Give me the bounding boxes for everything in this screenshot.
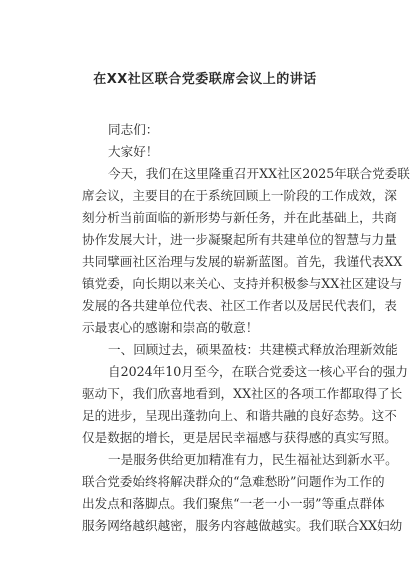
subsection-heading: 一是服务供给更加精准有力，民生福祉达到新水平。 xyxy=(108,452,398,467)
greeting: 大家好！ xyxy=(108,144,159,159)
paragraph-line: 协作发展大计，进一步凝聚起所有共建单位的智慧与力量 xyxy=(82,232,397,247)
paragraph-line: 镇党委，向长期以来关心、支持并积极参与XX社区建设与 xyxy=(82,276,403,291)
paragraph-line: 自2024年10月至今，在联合党委这一核心平台的强力 xyxy=(108,364,408,379)
salutation: 同志们： xyxy=(108,122,159,137)
paragraph-line: 发展的各共建单位代表、社区工作者以及居民代表们，表 xyxy=(82,298,397,313)
paragraph-line: 驱动下，我们欣喜地看到，XX社区的各项工作都取得了长 xyxy=(82,386,403,401)
paragraph-line: 联合党委始终将解决群众的“急难愁盼”问题作为工作的 xyxy=(82,474,385,489)
paragraph-line: 共同擘画社区治理与发展的崭新蓝图。首先，我谨代表XX xyxy=(82,254,403,269)
paragraph-line: 刻分析当前面临的新形势与新任务，并在此基础上，共商 xyxy=(82,210,397,225)
paragraph-line: 示最衷心的感谢和崇高的敬意！ xyxy=(82,320,259,335)
paragraph-line: 足的进步，呈现出蓬勃向上、和谐共融的良好态势。这不 xyxy=(82,408,397,423)
paragraph-line: 仅是数据的增长，更是居民幸福感与获得感的真实写照。 xyxy=(82,430,397,445)
paragraph-line: 服务网络越织越密，服务内容越做越实。我们联合XX妇幼 xyxy=(82,518,403,533)
section-heading: 一、回顾过去，硕果盈枝：共建模式释放治理新效能 xyxy=(108,342,398,357)
paragraph-line: 今天，我们在这里隆重召开XX社区2025年联合党委联 xyxy=(108,166,410,181)
paragraph-line: 席会议，主要目的在于系统回顾上一阶段的工作成效，深 xyxy=(82,188,397,203)
document-title: 在XX社区联合党委联席会议上的讲话 xyxy=(93,72,317,87)
paragraph-line: 出发点和落脚点。我们聚焦“一老一小一弱”等重点群体 xyxy=(82,496,385,511)
